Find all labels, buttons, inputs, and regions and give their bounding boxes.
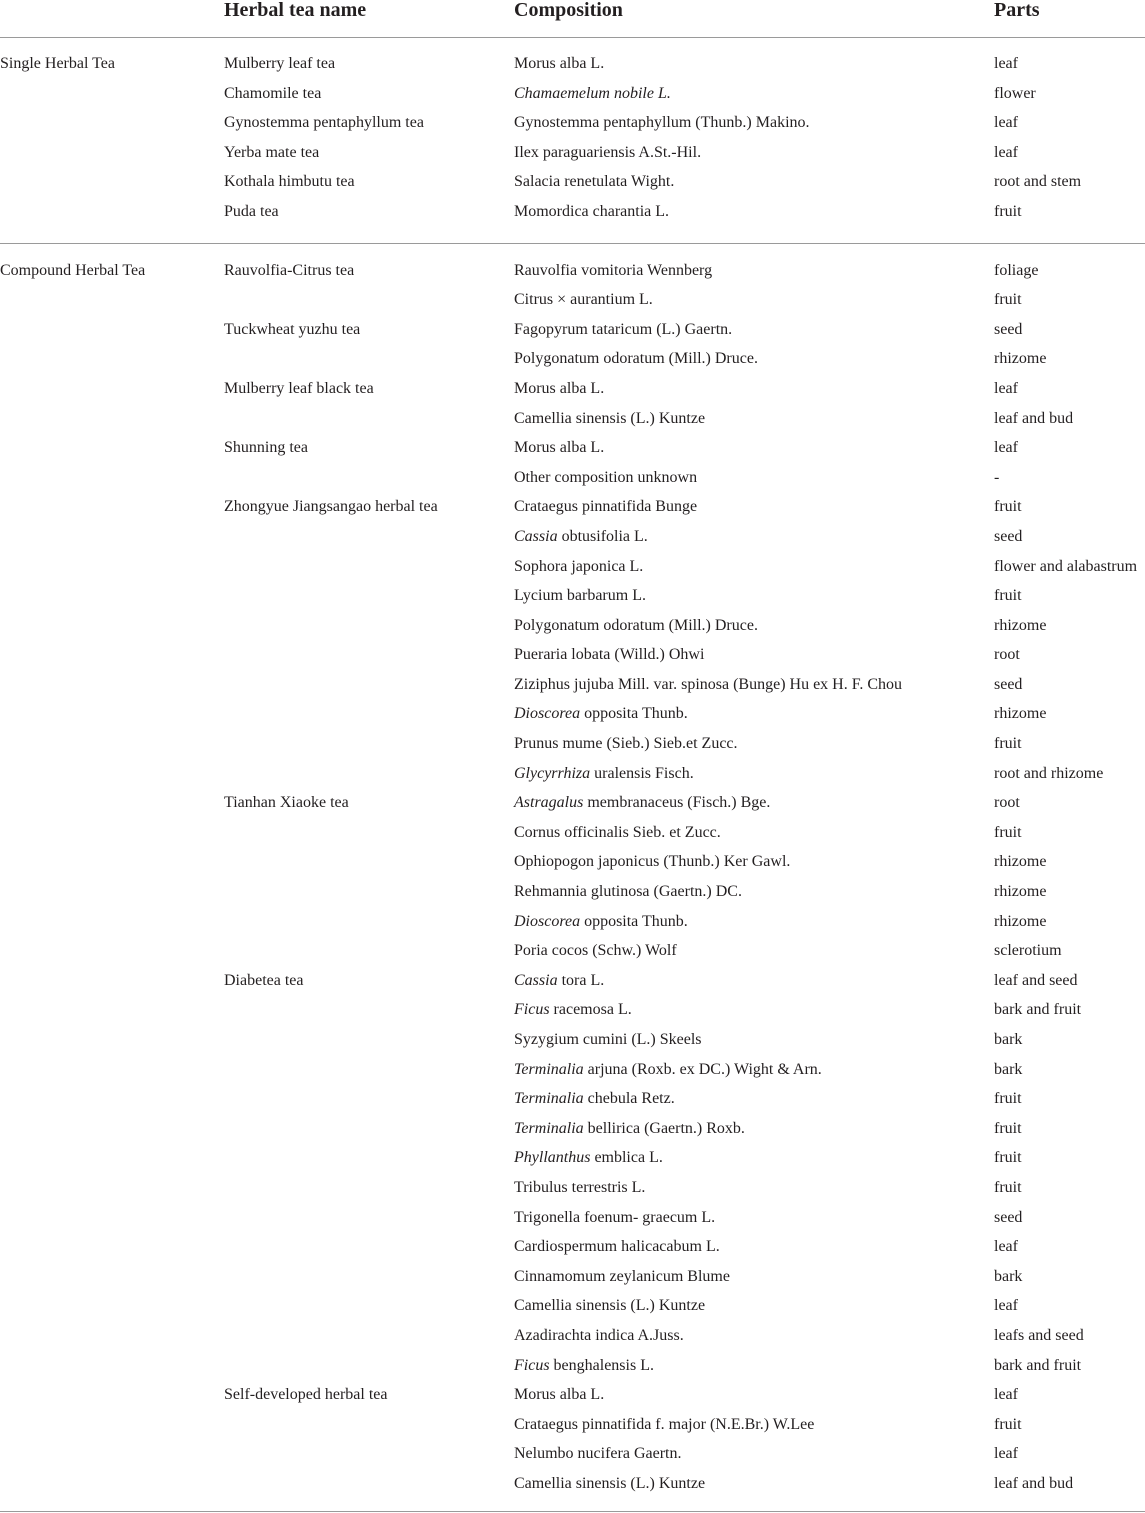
table-row — [0, 315, 1145, 345]
table-row — [0, 818, 1145, 848]
composition-genus: Terminalia — [514, 1119, 584, 1137]
composition-genus: Phyllanthus — [514, 1149, 591, 1167]
composition-species: Syzygium cumini (L.) Skeels — [514, 1031, 702, 1048]
table-row — [0, 1173, 1145, 1203]
table-row — [0, 463, 1145, 493]
herbal-tea-name: Gynostemma pentaphyllum tea — [224, 114, 424, 132]
herbal-tea-name: Diabetea tea — [224, 971, 304, 989]
table-row — [0, 1410, 1145, 1440]
composition-species: Morus alba L. — [514, 439, 605, 457]
group-label: Compound Herbal Tea — [0, 261, 146, 279]
composition-species: uralensis Fisch. — [590, 764, 694, 782]
composition-genus: Terminalia — [514, 1060, 584, 1078]
plant-part: fruit — [994, 587, 1022, 605]
table-row — [0, 1351, 1145, 1381]
composition-species: Lycium barbarum L. — [514, 587, 646, 605]
plant-part: fruit — [994, 1090, 1022, 1108]
composition-species: obtusifolia L. — [557, 527, 648, 545]
composition-cell — [514, 1410, 814, 1440]
plant-part: bark and fruit — [994, 1001, 1082, 1019]
composition-species: arjuna (Roxb. ex DC.) Wight & Arn. — [583, 1060, 822, 1078]
composition-cell — [514, 788, 770, 818]
composition-cell — [514, 1143, 663, 1173]
composition-species: Cinnamomum zeylanicum Blume — [514, 1267, 730, 1285]
composition-genus: Dioscorea — [514, 912, 581, 930]
plant-part: root and stem — [994, 173, 1082, 191]
composition-species: Fagopyrum tataricum (L.) Gaertn. — [514, 320, 733, 338]
plant-part: rhizome — [994, 350, 1047, 368]
header-composition: Composition — [514, 0, 623, 21]
composition-cell — [514, 1351, 654, 1381]
composition-cell — [514, 138, 701, 168]
header-herbal-tea-name: Herbal tea name — [224, 0, 367, 21]
composition-species: Nelumbo nucifera Gaertn. — [514, 1445, 682, 1463]
composition-species: emblica L. — [590, 1149, 663, 1167]
plant-part: bark — [994, 1031, 1023, 1048]
plant-part: fruit — [994, 823, 1022, 841]
table-row — [0, 759, 1145, 789]
composition-cell — [514, 1025, 702, 1055]
composition-species: Cornus officinalis Sieb. et Zucc. — [514, 823, 721, 841]
table-row — [0, 1203, 1145, 1233]
table-row — [0, 522, 1145, 552]
composition-species: Momordica charantia L. — [514, 202, 670, 220]
composition-cell — [514, 966, 604, 996]
plant-part: seed — [994, 1208, 1023, 1226]
table-row — [0, 995, 1145, 1025]
composition-cell — [514, 1232, 720, 1262]
composition-species: Rehmannia glutinosa (Gaertn.) DC. — [514, 883, 742, 901]
plant-part: leaf and bud — [994, 409, 1074, 427]
composition-cell — [514, 1291, 705, 1321]
composition-species: Sophora japonica L. — [514, 557, 644, 575]
composition-cell — [514, 374, 604, 404]
plant-part: leafs and seed — [994, 1326, 1084, 1344]
plant-part: fruit — [994, 1119, 1022, 1137]
composition-species: Trigonella foenum- graecum L. — [514, 1208, 716, 1226]
composition-cell — [514, 1084, 675, 1114]
composition-species: Morus alba L. — [514, 1386, 605, 1404]
plant-part: fruit — [994, 1149, 1022, 1167]
herbal-tea-name: Zhongyue Jiangsangao herbal tea — [224, 498, 438, 516]
herbal-tea-name: Kothala himbutu tea — [224, 173, 355, 191]
composition-cell — [514, 552, 643, 582]
composition-cell — [514, 1321, 684, 1351]
composition-species: Ophiopogon japonicus (Thunb.) Ker Gawl. — [514, 853, 791, 871]
composition-species: Poria cocos (Schw.) Wolf — [514, 942, 677, 960]
table-row — [0, 581, 1145, 611]
plant-part: fruit — [994, 1178, 1022, 1196]
composition-species: Rauvolfia vomitoria Wennberg — [514, 261, 713, 279]
plant-part: leaf and bud — [994, 1474, 1074, 1492]
herbal-tea-name: Mulberry leaf black tea — [224, 379, 374, 397]
composition-species: Morus alba L. — [514, 379, 605, 397]
composition-cell — [514, 877, 742, 907]
table-row — [0, 699, 1145, 729]
header-parts: Parts — [994, 0, 1040, 21]
plant-part: leaf — [994, 114, 1018, 132]
herbal-tea-name: Shunning tea — [224, 439, 308, 457]
composition-cell — [514, 1469, 705, 1499]
plant-part: bark — [994, 1060, 1023, 1078]
composition-cell — [514, 79, 671, 109]
plant-part: root — [994, 794, 1020, 812]
table-row — [0, 877, 1145, 907]
table-row — [0, 847, 1145, 877]
group-label: Single Herbal Tea — [0, 55, 115, 72]
composition-species: Prunus mume (Sieb.) Sieb.et Zucc. — [514, 735, 738, 753]
plant-part: seed — [994, 320, 1023, 338]
table-row — [0, 256, 1145, 286]
table-row — [0, 729, 1145, 759]
composition-species: Ziziphus jujuba Mill. var. spinosa (Bunge) Hu ex H. F. Chou — [514, 675, 903, 693]
composition-species: Crataegus pinnatifida Bunge — [514, 498, 698, 516]
composition-genus: Dioscorea — [514, 705, 581, 723]
plant-part: leaf — [994, 1386, 1018, 1404]
table-row — [0, 1143, 1145, 1173]
plant-part: fruit — [994, 1415, 1022, 1433]
composition-species: Polygonatum odoratum (Mill.) Druce. — [514, 350, 758, 368]
composition-cell — [514, 256, 712, 286]
table-row — [0, 1439, 1145, 1469]
table-section — [0, 243, 1145, 1509]
table-row — [0, 108, 1145, 138]
composition-species: Camellia sinensis (L.) Kuntze — [514, 1474, 706, 1492]
composition-genus: Cassia — [514, 971, 558, 989]
herbal-tea-name: Rauvolfia-Citrus tea — [224, 261, 355, 279]
herbal-tea-name: Chamomile tea — [224, 84, 322, 102]
composition-cell — [514, 995, 632, 1025]
composition-cell — [514, 1380, 604, 1410]
plant-part: root and rhizome — [994, 764, 1104, 782]
plant-part: rhizome — [994, 912, 1047, 930]
plant-part: fruit — [994, 498, 1022, 516]
plant-part: fruit — [994, 291, 1022, 309]
table-row — [0, 1232, 1145, 1262]
table-row — [0, 138, 1145, 168]
table-row — [0, 552, 1145, 582]
plant-part: seed — [994, 527, 1023, 545]
plant-part: rhizome — [994, 616, 1047, 634]
plant-part: sclerotium — [994, 942, 1062, 960]
plant-part: bark — [994, 1267, 1023, 1285]
composition-cell — [514, 522, 648, 552]
composition-cell — [514, 108, 810, 138]
plant-part: rhizome — [994, 883, 1047, 901]
table-row — [0, 1114, 1145, 1144]
composition-cell — [514, 1203, 715, 1233]
table-row — [0, 611, 1145, 641]
table-row — [0, 197, 1145, 227]
composition-cell — [514, 640, 704, 670]
composition-species: opposita Thunb. — [580, 912, 688, 930]
table-section — [0, 38, 1145, 243]
table-row — [0, 640, 1145, 670]
plant-part: leaf — [994, 379, 1018, 397]
table-row — [0, 788, 1145, 818]
composition-cell — [514, 759, 694, 789]
composition-cell — [514, 670, 902, 700]
composition-species: Crataegus pinnatifida f. major (N.E.Br.) W.Lee — [514, 1415, 815, 1433]
table-row — [0, 1469, 1145, 1499]
composition-species: bellirica (Gaertn.) Roxb. — [583, 1119, 745, 1137]
composition-cell — [514, 1439, 681, 1469]
plant-part: foliage — [994, 261, 1039, 279]
herbal-tea-name: Self-developed herbal tea — [224, 1386, 388, 1404]
composition-species: Polygonatum odoratum (Mill.) Druce. — [514, 616, 758, 634]
herbal-tea-name: Tianhan Xiaoke tea — [224, 794, 349, 812]
plant-part: leaf — [994, 55, 1018, 72]
herbal-tea-name: Tuckwheat yuzhu tea — [224, 320, 361, 338]
plant-part: seed — [994, 675, 1023, 693]
table-header — [0, 0, 1145, 38]
table-row — [0, 404, 1145, 434]
herbal-tea-name: Puda tea — [224, 202, 279, 220]
table-row — [0, 433, 1145, 463]
herbal-tea-name: Mulberry leaf tea — [224, 55, 336, 72]
table-row — [0, 1262, 1145, 1292]
composition-cell — [514, 492, 697, 522]
table-row — [0, 1055, 1145, 1085]
plant-part: flower — [994, 84, 1036, 102]
plant-part: fruit — [994, 202, 1022, 220]
composition-cell — [514, 1262, 730, 1292]
composition-genus: Terminalia — [514, 1090, 584, 1108]
plant-part: leaf — [994, 143, 1018, 161]
composition-cell — [514, 285, 653, 315]
composition-species: Pueraria lobata (Willd.) Ohwi — [514, 646, 705, 664]
table-row — [0, 492, 1145, 522]
herbal-tea-name: Yerba mate tea — [224, 143, 320, 161]
composition-genus: Cassia — [514, 527, 558, 545]
table-body — [0, 38, 1145, 1509]
plant-part: fruit — [994, 735, 1022, 753]
composition-species: Gynostemma pentaphyllum (Thunb.) Makino. — [514, 114, 810, 132]
composition-cell — [514, 1055, 822, 1085]
plant-part: rhizome — [994, 705, 1047, 723]
composition-cell — [514, 433, 604, 463]
composition-species: tora L. — [557, 971, 605, 989]
composition-cell — [514, 818, 721, 848]
composition-genus: Glycyrrhiza — [514, 764, 591, 782]
table-row — [0, 167, 1145, 197]
plant-part: bark and fruit — [994, 1356, 1082, 1374]
composition-genus: Chamaemelum nobile L. — [514, 84, 671, 102]
table-row — [0, 285, 1145, 315]
composition-cell — [514, 611, 758, 641]
composition-cell — [514, 1114, 745, 1144]
composition-cell — [514, 907, 688, 937]
plant-part: leaf and seed — [994, 971, 1078, 989]
composition-cell — [514, 315, 732, 345]
composition-species: Morus alba L. — [514, 55, 605, 72]
table-row — [0, 1321, 1145, 1351]
composition-genus: Ficus — [514, 1356, 550, 1374]
table-row — [0, 936, 1145, 966]
composition-cell — [514, 49, 604, 79]
plant-part: leaf — [994, 1445, 1018, 1463]
composition-species: Salacia renetulata Wight. — [514, 173, 675, 191]
composition-cell — [514, 167, 674, 197]
composition-species: Citrus × aurantium L. — [514, 291, 653, 309]
composition-species: benghalensis L. — [549, 1356, 654, 1374]
plant-part: leaf — [994, 1297, 1018, 1315]
table-row — [0, 79, 1145, 109]
composition-cell — [514, 847, 790, 877]
composition-cell — [514, 581, 646, 611]
composition-species: Tribulus terrestris L. — [514, 1178, 646, 1196]
plant-part: root — [994, 646, 1020, 664]
composition-cell — [514, 344, 758, 374]
table-row — [0, 670, 1145, 700]
table-row — [0, 374, 1145, 404]
composition-species: membranaceus (Fisch.) Bge. — [583, 794, 771, 812]
composition-species: Camellia sinensis (L.) Kuntze — [514, 409, 706, 427]
composition-species: Cardiospermum halicacabum L. — [514, 1238, 720, 1256]
plant-part: leaf — [994, 1238, 1018, 1256]
bottom-rule — [0, 1511, 1145, 1512]
composition-species: Other composition unknown — [514, 468, 698, 486]
plant-part: rhizome — [994, 853, 1047, 871]
composition-species: Camellia sinensis (L.) Kuntze — [514, 1297, 706, 1315]
composition-genus: Astragalus — [514, 794, 584, 812]
composition-cell — [514, 729, 738, 759]
composition-species: opposita Thunb. — [580, 705, 688, 723]
composition-species: Azadirachta indica A.Juss. — [514, 1326, 684, 1344]
composition-cell — [514, 699, 688, 729]
table-row — [0, 49, 1145, 79]
composition-cell — [514, 1173, 645, 1203]
composition-species: Ilex paraguariensis A.St.-Hil. — [514, 143, 702, 161]
composition-cell — [514, 197, 669, 227]
composition-species: chebula Retz. — [583, 1090, 675, 1108]
plant-part: leaf — [994, 439, 1018, 457]
composition-cell — [514, 463, 697, 493]
composition-genus: Ficus — [514, 1001, 550, 1019]
table-row — [0, 1291, 1145, 1321]
composition-species: racemosa L. — [549, 1001, 632, 1019]
table-row — [0, 1025, 1145, 1055]
plant-part: - — [994, 468, 1000, 486]
composition-cell — [514, 936, 677, 966]
table-row — [0, 907, 1145, 937]
table-row — [0, 344, 1145, 374]
composition-cell — [514, 404, 705, 434]
table-row — [0, 1084, 1145, 1114]
table-row — [0, 1380, 1145, 1410]
plant-part: flower and alabastrum — [994, 557, 1138, 575]
table-row — [0, 966, 1145, 996]
